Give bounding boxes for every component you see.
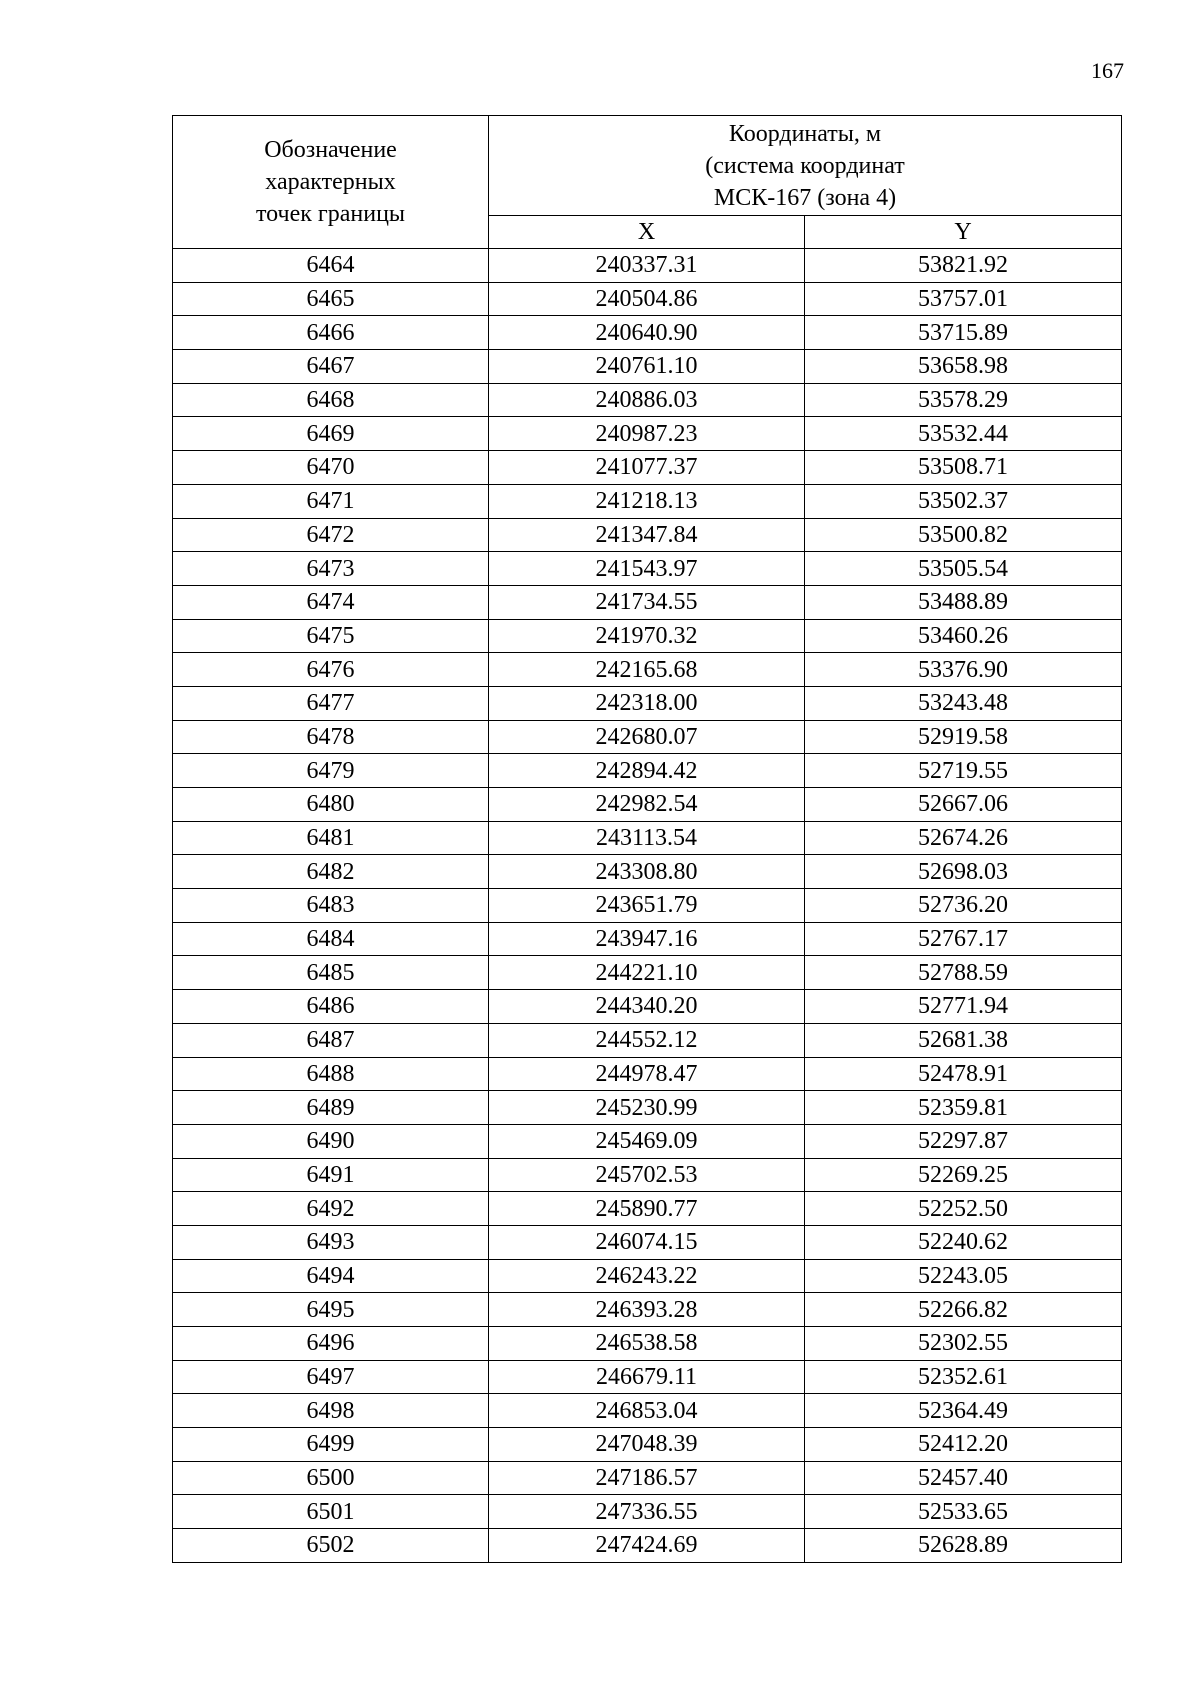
cell-x: 247186.57 <box>489 1461 805 1495</box>
cell-x: 243308.80 <box>489 855 805 889</box>
cell-point: 6479 <box>173 754 489 788</box>
cell-x: 243947.16 <box>489 922 805 956</box>
cell-point: 6493 <box>173 1225 489 1259</box>
header-y: Y <box>805 216 1122 249</box>
table-row <box>173 653 1122 687</box>
cell-point: 6497 <box>173 1360 489 1394</box>
cell-x: 241543.97 <box>489 552 805 586</box>
cell-y: 53508.71 <box>805 451 1122 485</box>
cell-x: 245469.09 <box>489 1124 805 1158</box>
table-row <box>173 451 1122 485</box>
table-row <box>173 619 1122 653</box>
table-row <box>173 1529 1122 1563</box>
cell-x: 240640.90 <box>489 316 805 350</box>
cell-point: 6492 <box>173 1192 489 1226</box>
cell-point: 6500 <box>173 1461 489 1495</box>
cell-x: 247336.55 <box>489 1495 805 1529</box>
cell-y: 53460.26 <box>805 619 1122 653</box>
cell-x: 241347.84 <box>489 518 805 552</box>
cell-y: 52788.59 <box>805 956 1122 990</box>
cell-y: 52478.91 <box>805 1057 1122 1091</box>
header-coords-line: Координаты, м <box>728 120 882 147</box>
cell-y: 52698.03 <box>805 855 1122 889</box>
cell-y: 52302.55 <box>805 1327 1122 1361</box>
table-header <box>173 116 1122 249</box>
header-point-line: Обозначение <box>264 137 397 163</box>
cell-y: 52628.89 <box>805 1529 1122 1563</box>
cell-x: 246074.15 <box>489 1225 805 1259</box>
table-row <box>173 417 1122 451</box>
cell-point: 6477 <box>173 686 489 720</box>
table-row <box>173 1091 1122 1125</box>
cell-y: 52736.20 <box>805 889 1122 923</box>
cell-point: 6496 <box>173 1327 489 1361</box>
table-row <box>173 1293 1122 1327</box>
cell-point: 6499 <box>173 1428 489 1462</box>
cell-y: 53715.89 <box>805 316 1122 350</box>
cell-y: 52352.61 <box>805 1360 1122 1394</box>
cell-point: 6491 <box>173 1158 489 1192</box>
cell-x: 247048.39 <box>489 1428 805 1462</box>
cell-y: 52240.62 <box>805 1225 1122 1259</box>
cell-x: 246243.22 <box>489 1259 805 1293</box>
table-row <box>173 1495 1122 1529</box>
cell-y: 53488.89 <box>805 585 1122 619</box>
header-coords-line: (система координат <box>705 152 905 179</box>
cell-x: 241970.32 <box>489 619 805 653</box>
cell-y: 52674.26 <box>805 821 1122 855</box>
cell-x: 242894.42 <box>489 754 805 788</box>
cell-x: 245702.53 <box>489 1158 805 1192</box>
cell-y: 53376.90 <box>805 653 1122 687</box>
cell-y: 53532.44 <box>805 417 1122 451</box>
table-row <box>173 889 1122 923</box>
cell-y: 52252.50 <box>805 1192 1122 1226</box>
cell-x: 244552.12 <box>489 1023 805 1057</box>
cell-point: 6465 <box>173 282 489 316</box>
table-row <box>173 788 1122 822</box>
table-row <box>173 249 1122 283</box>
cell-y: 52767.17 <box>805 922 1122 956</box>
cell-point: 6464 <box>173 249 489 283</box>
cell-point: 6474 <box>173 585 489 619</box>
table-row <box>173 484 1122 518</box>
cell-point: 6469 <box>173 417 489 451</box>
cell-point: 6487 <box>173 1023 489 1057</box>
cell-point: 6475 <box>173 619 489 653</box>
cell-x: 242318.00 <box>489 686 805 720</box>
table-row <box>173 1327 1122 1361</box>
cell-x: 244340.20 <box>489 990 805 1024</box>
table-row <box>173 1225 1122 1259</box>
cell-x: 245230.99 <box>489 1091 805 1125</box>
page-number: 167 <box>1091 58 1124 83</box>
table-row <box>173 350 1122 384</box>
table-row <box>173 821 1122 855</box>
cell-point: 6483 <box>173 889 489 923</box>
cell-point: 6482 <box>173 855 489 889</box>
cell-y: 52719.55 <box>805 754 1122 788</box>
cell-x: 246538.58 <box>489 1327 805 1361</box>
cell-x: 244978.47 <box>489 1057 805 1091</box>
table-row <box>173 754 1122 788</box>
cell-y: 52364.49 <box>805 1394 1122 1428</box>
cell-point: 6486 <box>173 990 489 1024</box>
cell-y: 52681.38 <box>805 1023 1122 1057</box>
cell-point: 6489 <box>173 1091 489 1125</box>
cell-x: 244221.10 <box>489 956 805 990</box>
table-row <box>173 1158 1122 1192</box>
table-row <box>173 1461 1122 1495</box>
cell-point: 6468 <box>173 383 489 417</box>
cell-x: 243113.54 <box>489 821 805 855</box>
cell-y: 52359.81 <box>805 1091 1122 1125</box>
cell-y: 52919.58 <box>805 720 1122 754</box>
cell-point: 6495 <box>173 1293 489 1327</box>
table-row <box>173 316 1122 350</box>
cell-y: 52457.40 <box>805 1461 1122 1495</box>
table-row <box>173 1124 1122 1158</box>
cell-x: 240337.31 <box>489 249 805 283</box>
table-row <box>173 383 1122 417</box>
table-row <box>173 720 1122 754</box>
table-row <box>173 585 1122 619</box>
header-coords-line: МСК-167 (зона 4) <box>713 184 897 211</box>
cell-point: 6488 <box>173 1057 489 1091</box>
cell-y: 53500.82 <box>805 518 1122 552</box>
table-row <box>173 1428 1122 1462</box>
cell-point: 6470 <box>173 451 489 485</box>
cell-y: 52243.05 <box>805 1259 1122 1293</box>
cell-y: 52533.65 <box>805 1495 1122 1529</box>
cell-x: 241077.37 <box>489 451 805 485</box>
cell-y: 53757.01 <box>805 282 1122 316</box>
cell-x: 242165.68 <box>489 653 805 687</box>
cell-point: 6478 <box>173 720 489 754</box>
cell-x: 242982.54 <box>489 788 805 822</box>
cell-x: 246679.11 <box>489 1360 805 1394</box>
cell-y: 52771.94 <box>805 990 1122 1024</box>
cell-y: 53502.37 <box>805 484 1122 518</box>
cell-y: 52412.20 <box>805 1428 1122 1462</box>
cell-point: 6467 <box>173 350 489 384</box>
cell-point: 6481 <box>173 821 489 855</box>
cell-x: 247424.69 <box>489 1529 805 1563</box>
cell-x: 246853.04 <box>489 1394 805 1428</box>
cell-point: 6501 <box>173 1495 489 1529</box>
header-x: X <box>489 216 805 249</box>
cell-y: 53243.48 <box>805 686 1122 720</box>
table-body <box>173 249 1122 1563</box>
cell-point: 6471 <box>173 484 489 518</box>
cell-x: 241734.55 <box>489 585 805 619</box>
cell-x: 243651.79 <box>489 889 805 923</box>
cell-y: 52297.87 <box>805 1124 1122 1158</box>
cell-point: 6473 <box>173 552 489 586</box>
cell-y: 52266.82 <box>805 1293 1122 1327</box>
cell-point: 6494 <box>173 1259 489 1293</box>
cell-point: 6472 <box>173 518 489 552</box>
table-row <box>173 1057 1122 1091</box>
cell-x: 242680.07 <box>489 720 805 754</box>
table-row <box>173 1360 1122 1394</box>
header-point-designation <box>173 116 489 249</box>
cell-y: 53505.54 <box>805 552 1122 586</box>
table-row <box>173 1394 1122 1428</box>
cell-x: 240761.10 <box>489 350 805 384</box>
cell-point: 6502 <box>173 1529 489 1563</box>
cell-x: 240987.23 <box>489 417 805 451</box>
table-row <box>173 922 1122 956</box>
cell-y: 52667.06 <box>805 788 1122 822</box>
cell-point: 6466 <box>173 316 489 350</box>
table-row <box>173 1192 1122 1226</box>
cell-point: 6485 <box>173 956 489 990</box>
cell-point: 6498 <box>173 1394 489 1428</box>
cell-x: 240886.03 <box>489 383 805 417</box>
cell-point: 6476 <box>173 653 489 687</box>
table-row <box>173 686 1122 720</box>
table-row <box>173 552 1122 586</box>
cell-x: 246393.28 <box>489 1293 805 1327</box>
cell-point: 6490 <box>173 1124 489 1158</box>
cell-x: 240504.86 <box>489 282 805 316</box>
table-row <box>173 855 1122 889</box>
table-row <box>173 1023 1122 1057</box>
header-point-line: точек границы <box>255 201 406 227</box>
cell-y: 53821.92 <box>805 249 1122 283</box>
cell-point: 6480 <box>173 788 489 822</box>
cell-x: 245890.77 <box>489 1192 805 1226</box>
table-row <box>173 990 1122 1024</box>
cell-x: 241218.13 <box>489 484 805 518</box>
cell-point: 6484 <box>173 922 489 956</box>
cell-y: 52269.25 <box>805 1158 1122 1192</box>
cell-y: 53658.98 <box>805 350 1122 384</box>
table-row <box>173 1259 1122 1293</box>
table-row <box>173 282 1122 316</box>
header-coordinates-group <box>489 116 1122 216</box>
header-point-line: характерных <box>265 169 396 195</box>
coordinates-table <box>172 115 1122 1563</box>
cell-y: 53578.29 <box>805 383 1122 417</box>
table-row <box>173 956 1122 990</box>
table-row <box>173 518 1122 552</box>
